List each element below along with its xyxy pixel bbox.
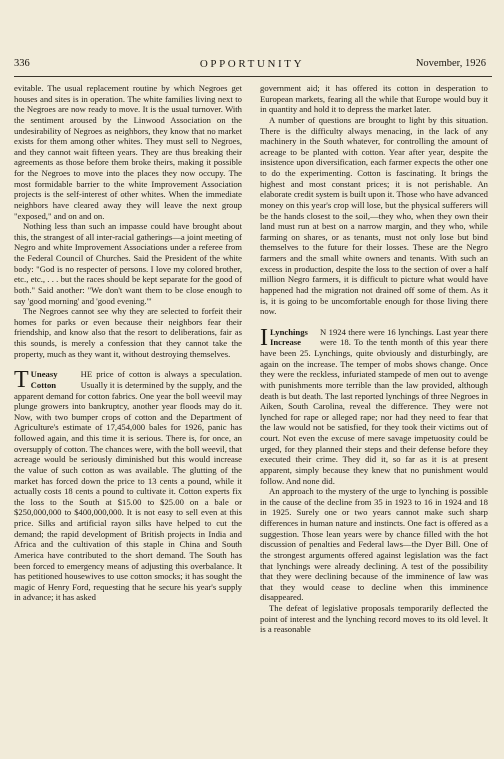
section-sidehead: Lynchings Increase — [270, 326, 308, 348]
section-text: HE price of cotton is always a speculation. Usually it is determined by the supply, and the apparent demand for cotton fabrics. One year the boll weevil may plunge growers into bankruptcy, another year floods may do it. Now, with two bumper crops of cotton and the Department of Agriculture's estimate of 17,454,000 bales for 1926, panic has followed again, and this time it is serious. There is, for once, an oversupply of cotton. The chances were, with the boll weevil, that acreage would be seriously diminished but this would increase the value of such cotton as was available. The glutting of the market has forced down the price to 13 cents a pound, while it actually costs 18 cents a pound to cultivate it. Cotton experts fix the loss to the South at $15.00 to $25.00 on a bale or $250,000,000 to $400,000,000. It is not easy to sell even at this price. Silks and artificial rayon silks have helped to cut the demand; the rapid development of British projects in India and Africa and the cultivation of this staple in China and South America have contributed to the short demand. The South has been forced to emergency means of adjusting this overbalance. It has petitioned housewives to use cotton smocks; it has sought the magic of Henry Ford, requesting that he secure his year's supply in advance; it has asked — [14, 369, 242, 603]
paragraph: Nothing less than such an impasse could have brought about this, the strangest of all inter-racial gatherings—a joint meeting of Negro and white Improvement Associations under a referee from the Federal Council of Churches. Said the President of the white body: "God is no respecter of persons. I love my colored brother, etc., etc., . . . but the races should be kept separate for the good of both." Said another: "We don't want them to be close enough to say 'good morning' and 'good evening.'" — [14, 221, 242, 306]
left-column — [14, 83, 242, 603]
section-uneasy-cotton — [14, 369, 242, 603]
magazine-title: OPPORTUNITY — [199, 58, 305, 70]
issue-date: November, 1926 — [415, 58, 486, 69]
section-text: N 1924 there were 16 lynchings. Last year there were 18. To the tenth month of this year there have been 25. Lynchings, quite obviously and disturbingly, are again on the increase. The temper of mobs shows change. Once they were the reckless, infuriated stampede of men out to avenge with punishments more terrible than the law provided, although death is but death. The last reported lynchings of three Negroes in Aiken, South Carolina, reveal the difference. They were not lynched for rape or alleged rape; nor had they need to fear that the law would not be satisfied, for they took their victims out of court. Not even the excuse of mere savage impetuosity could be urged, for they planned their steps and their defense before they executed their crime. They did it, so far as it is at present apparent, simply because they knew that no punishment would follow. And none did. — [260, 326, 488, 486]
running-head — [14, 58, 490, 74]
header-rule — [14, 76, 492, 77]
paragraph: government aid; it has offered its cotton in desperation to European markets, fearing all the while that Europe would buy it in quantity and hold it to depress the market later. — [260, 83, 488, 115]
paragraph: The Negroes cannot see why they are selected to forfeit their homes for parks or even because their neighbors fear their friendship, and know also that the resort to deliberations, fair as this sounds, is merely a confession that they cannot take the property, much as they want it, without destroying themselves. — [14, 306, 242, 359]
page-number: 336 — [14, 58, 30, 69]
section-lynchings-increase — [260, 324, 488, 486]
drop-cap: I — [260, 324, 268, 351]
paragraph: A number of questions are brought to light by this situation. There is the difficulty always menacing, in the lack of any machinery in the South whatever, for controlling the amount of acreage to be planted with cotton. Year after year, despite the insistence upon diversification, each farmer expects the other one to do the experimenting. Cotton is fascinating. It brings the highest and most constant prices; it is not perishable. An elaborate credit system is built upon it. Those who have advanced money on this year's crop will lose, but the physical sufferers will be the hands closest to the soil,—they who, when they own their land must run at best on a narrow margin, and they who, while farming on shares, or as tenants, must not only lose but bind themselves to the future for their losses. These are the Negro farmers and the small white owners and tenants. With such an excess in production, despite the loss to the section of over a half million Negro farmers, it is difficult to picture what would have happened had the migration not drained off some of them. As it is, it is going to be uncomfortable enough for those living there now. — [260, 114, 488, 317]
right-column — [260, 83, 488, 635]
paragraph: The defeat of legislative proposals temporarily deflected the point of interest and the lynching record moves to its old level. It is a reasonable — [260, 603, 488, 635]
drop-cap: T — [14, 367, 29, 394]
paragraph: An approach to the mystery of the urge to lynching is possible in the cause of the decline from 35 in 1923 to 16 in 1924 and 18 in 1925. Surely one or two years cannot make such sharp differences in human nature and instincts. One fact is offered as a suggestion. Those lean years were by chance filled with the hot discussion of penalties and Federal laws—the Dyer Bill. One of the strongest arguments offered against legislation was the fact that lynchings were already declining. A test of the possibility that they were declining because of the imminence of law was that they would cease to decline when this imminence disappeared. — [260, 486, 488, 603]
section-sidehead: Uneasy Cotton — [30, 369, 58, 390]
paragraph: evitable. The usual replacement routine by which Negroes get houses and sites is in operation. The white families living next to the Negroes are now ready to move. It is the usual turnover. With the sentiment aroused by the Linwood Association on the undesirability of Negroes as neighbors, they know that no market exists for them among other whites. They must sell to Negroes, and they cannot wait fifteen years. They are thus breaking their agreements as those before them broke theirs, making it possible for the Negroes to move into the places they now occupy. The most formidable barrier to the white Improvement Association projects is the self-interest of other whites. When the immediate neighbors have cleared away they will leave the next group "exposed," and on and on. — [14, 83, 242, 221]
